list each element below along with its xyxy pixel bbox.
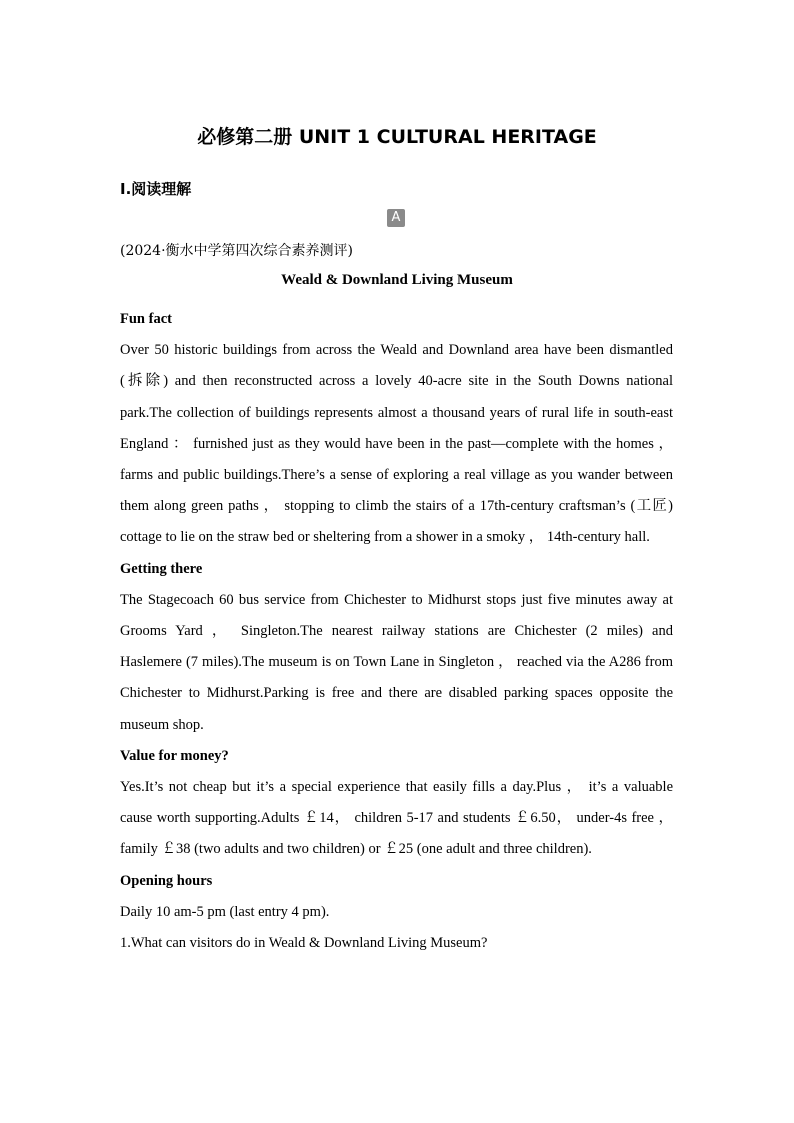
article-title: Weald & Downland Living Museum: [281, 272, 513, 288]
section-text-value: Yes.It’s not cheap but it’s a special experience that easily fills a day.Plus ， it’s a valuable cause worth supporting.Adults ￡14， children 5-17 and students ￡6.50， under-4s free ， family ￡38 (two adults and two children) or ￡25 (one adult and three children).: [120, 779, 673, 858]
section-text-getting-there: The Stagecoach 60 bus service from Chichester to Midhurst stops just five minutes away at Grooms Yard ， Singleton.The nearest railway stations are Chichester (2 miles) and Haslemere (7 miles).The museum is on Town Lane in Singleton ， reached via the A286 from Chichester to Midhurst.Parking is free and there are disabled parking spaces opposite the museum shop.: [120, 591, 673, 733]
section-heading-opening-hours: Opening hours: [120, 872, 213, 889]
page-title: 必修第二册 UNIT 1 CULTURAL HERITAGE: [197, 126, 597, 148]
section-heading-getting-there: Getting there: [120, 560, 203, 577]
section-text-opening-hours: Daily 10 am-5 pm (last entry 4 pm).: [120, 903, 330, 920]
section-text-fun-fact: Over 50 historic buildings from across the Weald and Downland area have been dismantled (拆除) and then reconstructed across a lovely 40-acre site in the South Downs national park.The collection of buildings represents almost a thousand years of rural life in south-east England ： furnished just as they would have been in the past—complete with the homes ， farms and public buildings.There’s a sense of exploring a real village as you wander between them along green paths ， stopping to climb the stairs of a 17th-century craftsman’s (工匠) cottage to lie on the straw bed or sheltering from a shower in a smoky ， 14th-century hall.: [120, 342, 673, 546]
source-citation: (2024·衡水中学第四次综合素养测评): [120, 243, 354, 259]
section-label: Ⅰ.阅读理解: [120, 180, 192, 198]
passage-badge: A: [387, 209, 405, 227]
question-1: 1.What can visitors do in Weald & Downland Living Museum?: [120, 935, 488, 952]
section-heading-value: Value for money?: [120, 747, 229, 764]
article-body: [120, 304, 673, 959]
section-heading-fun-fact: Fun fact: [120, 311, 172, 327]
